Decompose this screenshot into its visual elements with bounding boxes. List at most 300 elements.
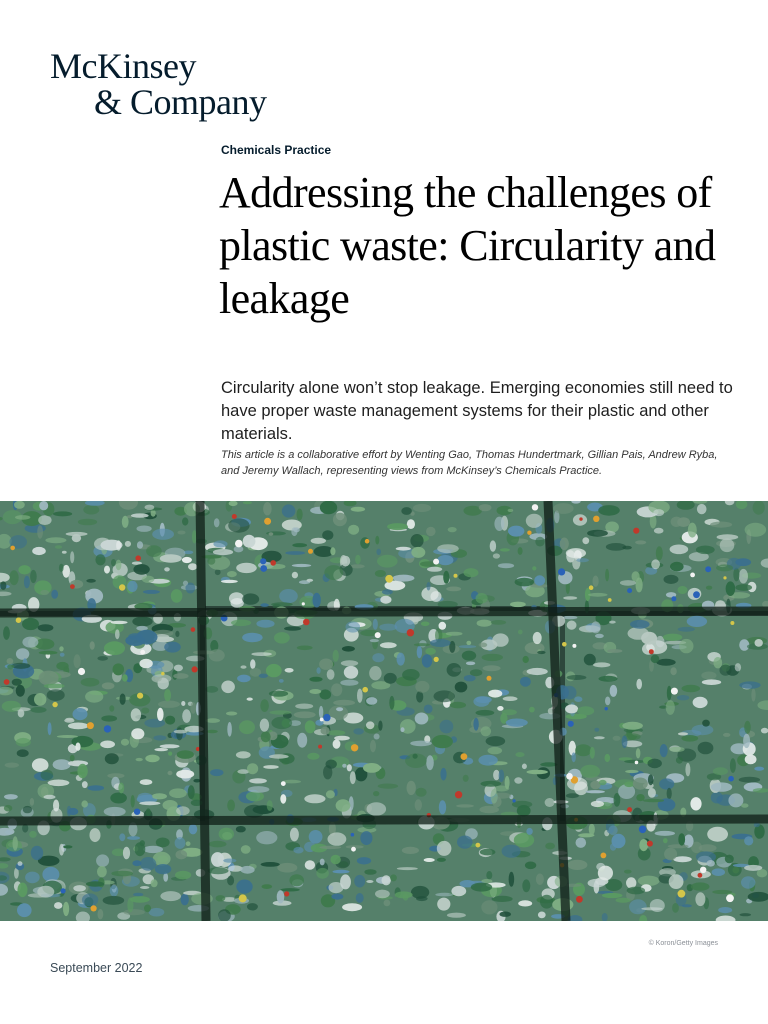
bottle-fragment: [44, 795, 56, 799]
bottle-fragment: [510, 602, 526, 608]
bottle-fragment: [182, 517, 188, 525]
bottle-fragment: [70, 551, 74, 563]
bottle-fragment: [434, 690, 455, 702]
bottle-fragment: [131, 708, 141, 721]
bottle-fragment: [164, 689, 171, 701]
bottle-fragment: [242, 593, 259, 604]
bottle-fragment: [366, 880, 373, 883]
bottle-fragment: [427, 567, 442, 572]
bottle-fragment: [171, 589, 183, 603]
bottle-cap: [572, 644, 576, 648]
bottle-fragment: [732, 867, 739, 874]
bottle-fragment: [594, 736, 605, 739]
bottle-cap: [601, 853, 607, 859]
bottle-fragment: [70, 755, 75, 762]
bottle-fragment: [629, 899, 647, 914]
bottle-fragment: [702, 679, 721, 685]
bottle-fragment: [149, 908, 165, 917]
bottle-fragment: [139, 659, 152, 669]
bottle-fragment: [78, 519, 97, 526]
bottle-fragment: [97, 866, 107, 877]
bottle-fragment: [131, 513, 149, 517]
bottle-cap: [647, 841, 653, 847]
bottle-fragment: [158, 701, 180, 708]
bottle-fragment: [241, 845, 251, 854]
bottle-fragment: [260, 603, 268, 607]
bottle-fragment: [213, 540, 227, 547]
bottle-cap: [351, 833, 355, 837]
bottle-fragment: [509, 872, 515, 887]
bottle-fragment: [51, 590, 58, 599]
bottle-fragment: [659, 778, 674, 789]
bottle-fragment: [297, 646, 313, 651]
bottle-fragment: [540, 895, 553, 909]
bottle-fragment: [681, 735, 698, 742]
bottle-fragment: [682, 904, 692, 907]
bottle-fragment: [464, 568, 479, 577]
bottle-fragment: [754, 767, 764, 771]
bottle-fragment: [580, 765, 600, 778]
bottle-fragment: [741, 803, 748, 807]
bottle-fragment: [324, 565, 343, 580]
bottle-fragment: [328, 832, 347, 845]
bottle-cap: [70, 584, 75, 589]
bottle-fragment: [330, 547, 335, 555]
bottle-fragment: [336, 707, 343, 711]
bottle-fragment: [131, 728, 144, 739]
bottle-fragment: [98, 909, 104, 919]
bottle-fragment: [40, 590, 49, 595]
bottle-fragment: [63, 845, 72, 848]
bottle-cap: [532, 504, 538, 510]
bottle-fragment: [735, 663, 741, 671]
bottle-fragment: [284, 626, 301, 630]
bottle-fragment: [336, 799, 351, 811]
bottle-fragment: [263, 502, 272, 515]
bottle-fragment: [176, 727, 183, 740]
bottle-fragment: [293, 847, 303, 854]
bottle-fragment: [676, 757, 683, 764]
bottle-fragment: [380, 596, 391, 604]
bottle-fragment: [401, 507, 412, 515]
bottle-fragment: [687, 616, 707, 627]
bottle-fragment: [152, 674, 172, 683]
bottle-fragment: [610, 843, 616, 850]
bottle-fragment: [761, 728, 768, 734]
bottle-cap: [161, 672, 164, 675]
bottle-fragment: [479, 504, 492, 511]
bottle-fragment: [744, 721, 751, 734]
bottle-fragment: [716, 564, 733, 571]
bottle-fragment: [209, 649, 225, 661]
bottle-fragment: [576, 558, 589, 562]
bottle-fragment: [37, 525, 43, 538]
bottle-fragment: [263, 765, 279, 769]
bottle-fragment: [653, 509, 664, 516]
bottle-fragment: [641, 632, 657, 645]
bottle-fragment: [450, 702, 466, 709]
bottle-fragment: [342, 764, 346, 768]
bottle-cap: [723, 576, 726, 579]
bottle-fragment: [82, 781, 88, 788]
bottle-fragment: [110, 885, 119, 897]
bottle-fragment: [414, 643, 430, 646]
bottle-fragment: [482, 654, 503, 661]
bottle-cap: [690, 573, 695, 578]
bottle-fragment: [739, 639, 749, 651]
bottle-fragment: [670, 562, 684, 572]
bottle-cap: [61, 888, 66, 893]
bottle-fragment: [574, 696, 582, 702]
bottle-fragment: [44, 684, 65, 689]
bottle-fragment: [656, 546, 663, 560]
bottle-fragment: [693, 697, 708, 708]
bottle-fragment: [176, 806, 190, 815]
bottle-fragment: [285, 668, 294, 673]
bottle-fragment: [636, 748, 641, 758]
bottle-fragment: [369, 666, 381, 680]
bottle-fragment: [502, 845, 521, 858]
bottle-fragment: [331, 683, 342, 696]
bottle-fragment: [366, 721, 374, 729]
bottle-fragment: [446, 632, 463, 636]
bottle-fragment: [110, 793, 127, 804]
bottle-fragment: [447, 913, 466, 918]
bottle-fragment: [671, 517, 683, 527]
bottle-fragment: [289, 874, 304, 886]
bottle-fragment: [174, 665, 183, 672]
bottle-fragment: [326, 790, 335, 798]
bottle-fragment: [378, 784, 398, 789]
bottle-fragment: [73, 708, 88, 720]
bottle-fragment: [320, 689, 332, 699]
bottle-cap: [91, 905, 97, 911]
bottle-fragment: [589, 824, 595, 835]
bottle-cap: [726, 894, 734, 902]
bottle-fragment: [142, 576, 154, 583]
bottle-fragment: [17, 749, 29, 757]
bottle-fragment: [455, 682, 468, 693]
bottle-fragment: [269, 754, 289, 758]
bottle-fragment: [590, 747, 595, 759]
bottle-fragment: [163, 800, 178, 810]
bottle-fragment: [635, 540, 646, 544]
bottle-fragment: [374, 734, 380, 740]
bottle-fragment: [630, 620, 650, 629]
bottle-fragment: [333, 870, 350, 874]
bottle-fragment: [81, 800, 88, 807]
bottle-fragment: [125, 541, 131, 547]
bottle-fragment: [81, 678, 100, 687]
bottle-fragment: [370, 740, 376, 752]
bottle-fragment: [682, 685, 701, 692]
bottle-fragment: [438, 601, 458, 608]
bottle-fragment: [437, 555, 453, 565]
bottle-fragment: [415, 681, 429, 693]
bottle-fragment: [242, 633, 263, 642]
bottle-fragment: [140, 779, 153, 785]
bottle-fragment: [48, 780, 70, 787]
bottle-fragment: [120, 694, 126, 705]
bottle-cap: [192, 666, 198, 672]
bottle-fragment: [622, 736, 628, 749]
bottle-fragment: [111, 559, 116, 566]
bottle-fragment: [209, 841, 227, 848]
bottle-fragment: [607, 649, 622, 653]
bottle-fragment: [309, 689, 321, 694]
bottle-fragment: [48, 722, 52, 735]
bottle-fragment: [169, 788, 187, 798]
bottle-fragment: [237, 675, 251, 683]
logo-line-2: & Company: [94, 82, 267, 122]
bottle-fragment: [483, 665, 501, 671]
bottle-fragment: [16, 738, 31, 747]
bottle-fragment: [136, 630, 158, 645]
bottle-fragment: [648, 774, 654, 785]
bottle-fragment: [688, 523, 697, 538]
bottle-cap: [487, 676, 492, 681]
bottle-fragment: [699, 844, 717, 851]
bottle-fragment: [357, 857, 371, 864]
bottle-fragment: [12, 679, 22, 686]
bottle-fragment: [17, 903, 32, 917]
bale-seam: [0, 819, 768, 821]
bottle-fragment: [277, 890, 285, 903]
bottle-fragment: [655, 831, 675, 836]
bottle-fragment: [38, 624, 54, 631]
bottle-fragment: [236, 880, 252, 894]
bottle-fragment: [567, 675, 587, 680]
bottle-fragment: [236, 751, 251, 758]
bottle-fragment: [440, 768, 446, 781]
bottle-fragment: [341, 660, 358, 666]
bottle-fragment: [625, 770, 638, 773]
bottle-fragment: [139, 801, 160, 805]
bottle-fragment: [360, 831, 372, 845]
bottle-fragment: [672, 903, 679, 913]
bottle-fragment: [18, 861, 23, 866]
bottle-fragment: [486, 871, 492, 879]
bottle-fragment: [113, 663, 125, 675]
bottle-fragment: [437, 858, 446, 862]
bottle-fragment: [745, 755, 757, 765]
bottle-fragment: [241, 665, 247, 668]
bottle-fragment: [466, 641, 471, 645]
bottle-fragment: [439, 800, 446, 814]
bottle-fragment: [515, 578, 534, 587]
bottle-fragment: [650, 899, 665, 912]
bottle-fragment: [437, 898, 450, 911]
bottle-fragment: [417, 646, 422, 658]
bottle-fragment: [145, 505, 155, 510]
bottle-fragment: [480, 849, 496, 856]
bottle-fragment: [143, 590, 160, 594]
bottle-fragment: [648, 759, 662, 769]
bottle-cap: [351, 744, 358, 751]
bottle-fragment: [119, 833, 125, 841]
bottle-fragment: [165, 716, 175, 725]
bottle-fragment: [132, 617, 152, 627]
bottle-fragment: [402, 847, 419, 854]
bottle-fragment: [598, 866, 613, 881]
publication-date: September 2022: [50, 961, 143, 975]
bottle-fragment: [214, 518, 220, 527]
bottle-cap: [365, 539, 370, 544]
bottle-fragment: [109, 705, 114, 711]
bottle-fragment: [508, 509, 514, 512]
bottle-fragment: [122, 674, 128, 681]
bottle-fragment: [380, 642, 397, 648]
bottle-fragment: [213, 549, 233, 555]
bottle-cap: [137, 693, 143, 699]
bottle-fragment: [137, 541, 143, 548]
bottle-fragment: [536, 874, 544, 885]
bottle-fragment: [616, 898, 631, 903]
bottle-fragment: [243, 535, 256, 548]
bottle-fragment: [415, 713, 429, 725]
bottle-cap: [605, 707, 608, 710]
bottle-fragment: [243, 501, 252, 504]
bottle-fragment: [620, 580, 636, 586]
bottle-fragment: [667, 686, 672, 700]
bottle-fragment: [459, 645, 476, 648]
bottle-fragment: [246, 791, 264, 801]
bottle-fragment: [342, 646, 355, 652]
bottle-fragment: [261, 862, 280, 867]
bottle-fragment: [68, 723, 89, 730]
bottle-fragment: [741, 876, 755, 888]
bottle-fragment: [518, 630, 523, 635]
bottle-cap: [320, 718, 324, 722]
bottle-fragment: [518, 900, 532, 906]
bottle-fragment: [236, 826, 246, 832]
bottle-fragment: [271, 717, 292, 729]
bottle-fragment: [57, 735, 78, 738]
bottle-fragment: [443, 571, 449, 584]
bottle-fragment: [55, 545, 62, 549]
bottle-fragment: [277, 863, 297, 873]
bottle-fragment: [350, 771, 356, 784]
bottle-fragment: [305, 720, 316, 733]
bottle-fragment: [525, 862, 536, 870]
bottle-fragment: [538, 912, 546, 919]
bottle-fragment: [670, 667, 676, 675]
bottle-fragment: [624, 870, 632, 874]
bottle-fragment: [533, 632, 542, 644]
bottle-fragment: [207, 557, 215, 565]
bottle-fragment: [56, 662, 68, 670]
bottle-cap: [627, 807, 632, 812]
bottle-fragment: [309, 677, 322, 682]
bottle-fragment: [31, 846, 43, 860]
bottle-fragment: [532, 566, 536, 570]
bottle-fragment: [375, 536, 379, 545]
bottle-fragment: [739, 681, 760, 688]
bottle-fragment: [486, 736, 506, 746]
bottle-fragment: [136, 758, 143, 761]
bottle-fragment: [622, 722, 643, 730]
bottle-fragment: [446, 587, 461, 592]
bottle-fragment: [292, 572, 298, 579]
bottle-fragment: [545, 843, 555, 850]
bottle-fragment: [523, 656, 529, 663]
bottle-fragment: [292, 564, 311, 567]
bottle-cap: [303, 619, 310, 626]
bottle-cap: [705, 566, 711, 572]
bottle-cap: [407, 629, 414, 636]
bottle-fragment: [499, 912, 511, 917]
bottle-fragment: [247, 763, 258, 774]
bale-seam: [0, 611, 768, 613]
bottle-fragment: [2, 701, 21, 712]
bottle-cap: [434, 657, 439, 662]
bottle-fragment: [377, 555, 398, 568]
bottle-fragment: [152, 529, 174, 540]
bottle-fragment: [633, 778, 648, 790]
bottle-fragment: [181, 894, 189, 906]
bottle-fragment: [208, 867, 229, 874]
bottle-fragment: [613, 736, 621, 741]
bottle-fragment: [127, 898, 133, 913]
bottle-fragment: [227, 876, 234, 886]
bottle-cap: [52, 702, 57, 707]
bottle-fragment: [375, 890, 390, 899]
bottle-fragment: [588, 593, 608, 597]
bottle-fragment: [437, 544, 459, 553]
bottle-fragment: [131, 795, 135, 808]
bottle-fragment: [364, 869, 376, 875]
bottle-fragment: [395, 891, 413, 898]
bottle-fragment: [476, 593, 488, 604]
bottle-cap: [232, 514, 237, 519]
bottle-cap: [454, 574, 458, 578]
bottle-fragment: [567, 860, 587, 870]
bottle-fragment: [463, 775, 469, 782]
bottle-fragment: [160, 554, 182, 562]
bottle-cap: [513, 799, 516, 802]
bottle-fragment: [211, 852, 224, 867]
bottle-fragment: [751, 688, 755, 701]
bottle-fragment: [4, 805, 12, 812]
bottle-fragment: [182, 709, 191, 723]
bottle-fragment: [250, 659, 255, 669]
bottle-fragment: [624, 782, 634, 788]
bottle-fragment: [440, 720, 454, 734]
bottle-fragment: [664, 848, 677, 861]
bottle-fragment: [375, 570, 386, 577]
bottle-fragment: [18, 883, 28, 898]
bottle-fragment: [677, 695, 689, 700]
bottle-fragment: [560, 538, 569, 551]
bottle-fragment: [407, 519, 415, 529]
bottle-fragment: [168, 752, 172, 756]
bottle-fragment: [321, 727, 330, 735]
bottle-fragment: [297, 509, 303, 521]
bottle-fragment: [307, 579, 314, 582]
bottle-fragment: [175, 871, 191, 880]
bottle-fragment: [609, 621, 616, 624]
bottle-cap: [608, 598, 612, 602]
bottle-fragment: [426, 527, 436, 536]
bottle-fragment: [475, 696, 491, 703]
bottle-fragment: [85, 691, 103, 703]
bottle-cap: [87, 722, 94, 729]
bottle-fragment: [479, 643, 488, 648]
bottle-fragment: [226, 712, 237, 716]
bottle-fragment: [576, 838, 587, 848]
bottle-fragment: [140, 840, 145, 846]
bottle-cap: [589, 585, 594, 590]
